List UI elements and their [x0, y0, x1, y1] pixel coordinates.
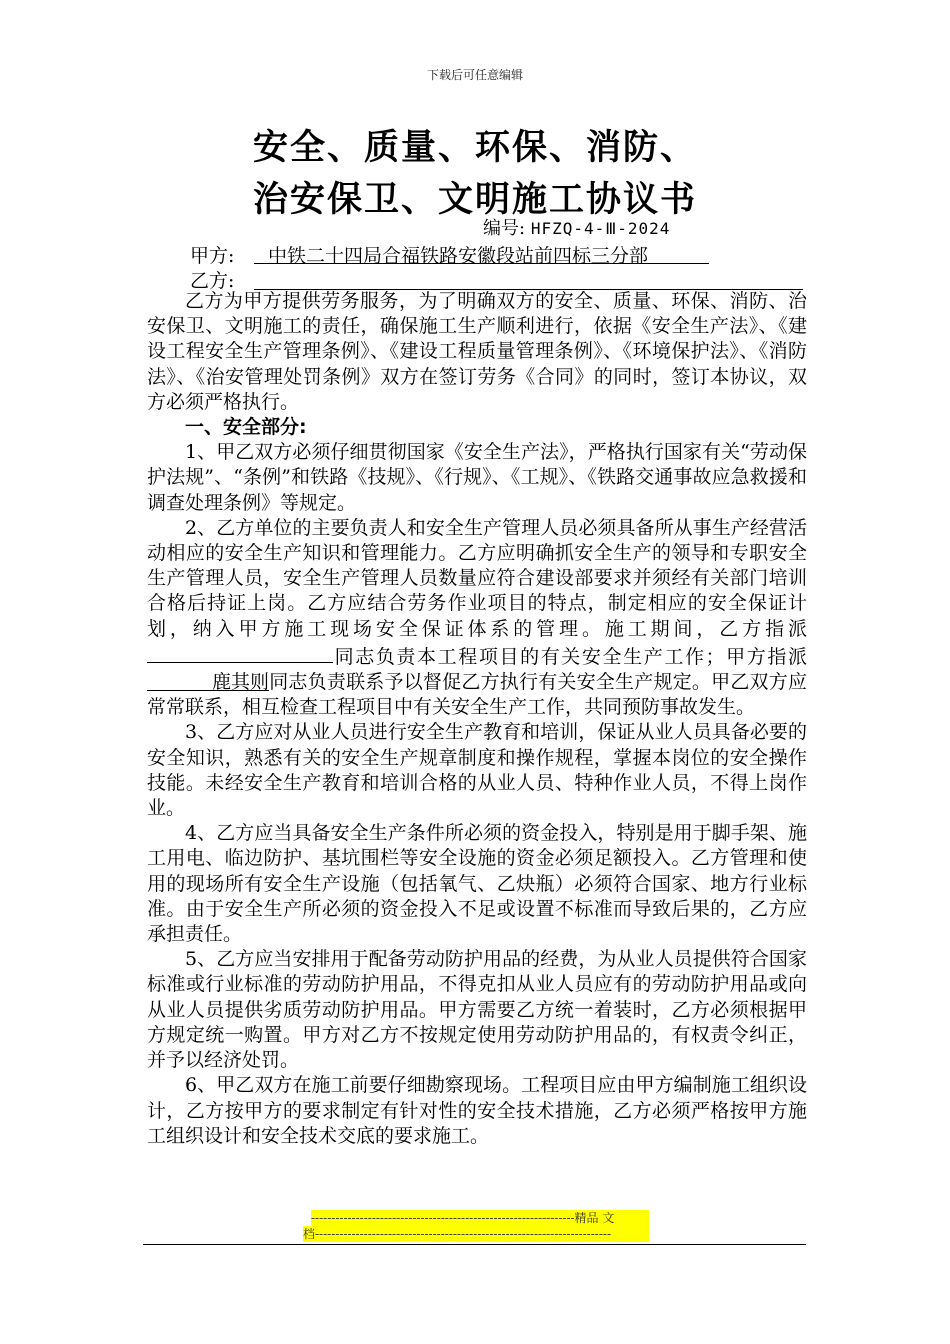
clause-2-part-3: 同志负责联系予以督促乙方执行有关安全生产规定。甲乙双方应常常联系，相互检查工程项目中有关安全生产工作，共同预防事故发生。: [147, 671, 807, 719]
section-heading-safety: 一、安全部分:: [185, 416, 307, 439]
clause-3: 3、乙方应对从业人员进行安全生产教育和培训，保证从业人员具备必要的安全知识，熟悉有关的安全生产规章制度和操作规程，掌握本岗位的安全操作技能。未经安全生产教育和培训合格的从业人员、特种作业人员，不得上岗作业。: [147, 721, 807, 820]
document-body: [147, 289, 807, 1149]
header-note: 下载后可任意编辑: [426, 68, 523, 82]
clause-6: 6、甲乙双方在施工前要仔细勘察现场。工程项目应由甲方编制施工组织设计，乙方按甲方的要求制定有针对性的安全技术措施，乙方必须严格按甲方施工组织设计和安全技术交底的要求施工。: [147, 1074, 807, 1147]
clause-2-part-1: 2、乙方单位的主要负责人和安全生产管理人员必须具备所从事生产经营活动相应的安全生产知识和管理能力。乙方应明确抓安全生产的领导和专职安全生产管理人员，安全生产管理人员数量应符合建设部要求并须经有关部门培训合格后持证上岗。乙方应结合劳务作业项目的特点，制定相应的安全保证计划，纳入甲方施工现场安全保证体系的管理。施工期间，乙方指派: [147, 516, 807, 640]
party-b-label: 乙方:: [190, 270, 235, 292]
document-title-line-1: 安全、质量、环保、消防、: [252, 128, 697, 168]
serial-label: 编号:: [483, 218, 526, 239]
clause-4: 4、乙方应当具备安全生产条件所必须的资金投入，特别是用于脚手架、施工用电、临边防护、基坑围栏等安全设施的资金必须足额投入。乙方管理和使用的现场所有安全生产设施（包括氧气、乙炔瓶）必须符合国家、地方行业标准。由于安全生产所必须的资金投入不足或设置不标准而导致后果的，乙方应承担责任。: [147, 822, 807, 946]
party-a-label: 甲方:: [190, 245, 235, 267]
party-a-value: 中铁二十四局合福铁路安徽段站前四标三分部: [254, 241, 709, 264]
footer-watermark: [303, 1210, 649, 1242]
clause-1: 1、甲乙双方必须仔细贯彻国家《安全生产法》，严格执行国家有关“劳动保护法规”、“条例”和铁路《技规》、《行规》、《工规》、《铁路交通事故应急救援和调查处理条例》等规定。: [147, 441, 807, 514]
intro-paragraph: 乙方为甲方提供劳务服务，为了明确双方的安全、质量、环保、消防、治安保卫、文明施工的责任，确保施工生产顺利进行，依据《安全生产法》、《建设工程安全生产管理条例》、《建设工程质量管理条例》、《环境保护法》、《消防法》、《治安管理处罚条例》双方在签订劳务《合同》的同时，签订本协议，双方必须严格执行。: [147, 290, 807, 413]
clause-2: [147, 516, 807, 721]
clause-2-blank-party-b-assignee: [147, 642, 333, 663]
footer-divider: [143, 1244, 806, 1245]
serial-number: [483, 214, 670, 240]
party-b-blank: [254, 266, 803, 290]
document-title-line-2: 治安保卫、文明施工协议书: [252, 180, 697, 220]
serial-value: HFZQ-4-Ⅲ-2024: [530, 219, 671, 238]
footer-watermark-line-1: -----------------------------------------------------------------精品 文: [311, 1210, 649, 1226]
clause-2-part-2: 同志负责本工程项目的有关安全生产工作；甲方指派: [333, 645, 807, 668]
clause-2-party-a-assignee: 鹿其则: [147, 670, 269, 691]
party-a-line: [190, 241, 649, 268]
footer-watermark-line-2: 档-------------------------------------------------------------------------: [303, 1226, 649, 1242]
clause-5: 5、乙方应当安排用于配备劳动防护用品的经费，为从业人员提供符合国家标准或行业标准的劳动防护用品，不得克扣从业人员应有的劳动防护用品或向从业人员提供劣质劳动防护用品。甲方需要乙方统一着装时，乙方必须根据甲方规定统一购置。甲方对乙方不按规定使用劳动防护用品的，有权责令纠正，并予以经济处罚。: [147, 948, 807, 1072]
